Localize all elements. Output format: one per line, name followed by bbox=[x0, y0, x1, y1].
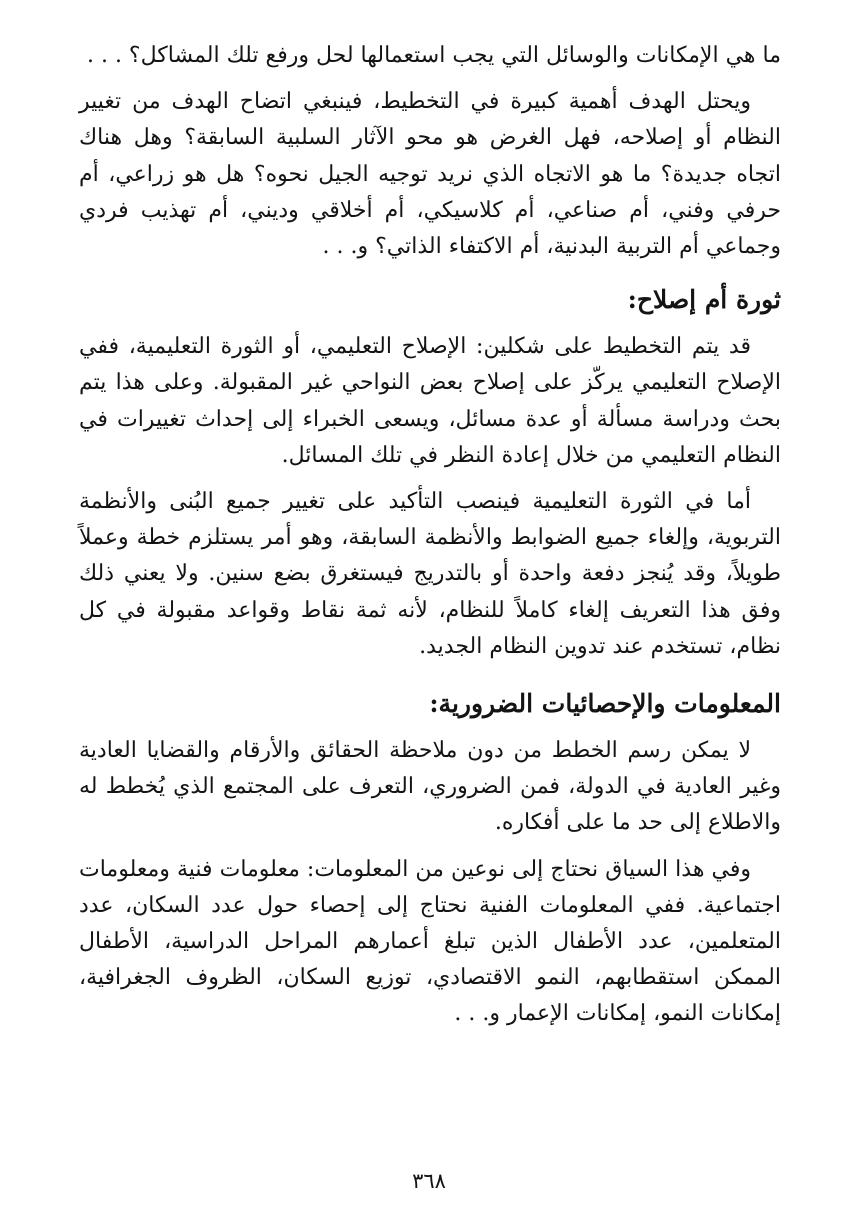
section-heading-revolution: ثورة أم إصلاح: bbox=[627, 285, 781, 315]
section-heading-information: المعلومات والإحصائيات الضرورية: bbox=[429, 689, 781, 719]
information-paragraph-1: لا يمكن رسم الخطط من دون ملاحظة الحقائق والأرقام والقضايا العادية وغير العادية في الدولة، فمن الضروري، التعرف على المجتمع الذي يُخطط له والاطلاع إلى حد ما على أفكاره. bbox=[79, 738, 781, 836]
information-paragraph-2: وفي هذا السياق نحتاج إلى نوعين من المعلومات: معلومات فنية ومعلومات اجتماعية. ففي المعلومات الفنية نحتاج إلى إحصاء حول عدد السكان، عدد المتعلمين، عدد الأطفال الذين تبلغ أعمارهم المراحل الدراسية، الأطفال الممكن استقطابهم، النمو الاقتصادي، توزيع السكان، الظروف الجغرافية، إمكانات النمو، إمكانات الإعمار و. . . bbox=[79, 856, 781, 1027]
revolution-paragraph-2: أما في الثورة التعليمية فينصب التأكيد على تغيير جميع البُنى والأنظمة التربوية، وإلغاء جميع الضوابط والأنظمة السابقة، وهو أمر يستلزم خطة وعملاً طويلاً، وقد يُنجز دفعة واحدة أو بالتدريج فيستغرق بضع سنين. ولا يعني ذلك وفق هذا التعريف إلغاء كاملاً للنظام، لأنه ثمة نقاط وقواعد مقبولة في كل نظام، تستخدم عند تدوين النظام الجديد. bbox=[79, 489, 781, 659]
revolution-paragraph-1: قد يتم التخطيط على شكلين: الإصلاح التعليمي، أو الثورة التعليمية، ففي الإصلاح التعليمي يركّز على إصلاح بعض النواحي غير المقبولة. وعلى هذا يتم بحث ودراسة مسألة أو عدة مسائل، ويسعى الخبراء إلى إحداث تغييرات في النظام التعليمي من خلال إعادة النظر في تلك المسائل. bbox=[79, 334, 781, 468]
page-body bbox=[79, 38, 781, 1033]
intro-paragraph-1: ما هي الإمكانات والوسائل التي يجب استعمالها لحل ورفع تلك المشاكل؟ . . . bbox=[86, 43, 781, 68]
intro-paragraph-2: ويحتل الهدف أهمية كبيرة في التخطيط، فينبغي اتضاح الهدف من تغيير النظام أو إصلاحه، فهل الغرض هو محو الآثار السلبية السابقة؟ وهل هناك اتجاه جديدة؟ ما هو الاتجاه الذي نريد توجيه الجيل نحوه؟ هل هو زراعي، أم حرفي وفني، أم صناعي، أم كلاسيكي، أم أخلاقي وديني، أم تهذيب فردي وجماعي أم التربية البدنية، أم الاكتفاء الذاتي؟ و. . . bbox=[79, 89, 781, 260]
page-number: ٣٦٨ bbox=[412, 1169, 446, 1193]
